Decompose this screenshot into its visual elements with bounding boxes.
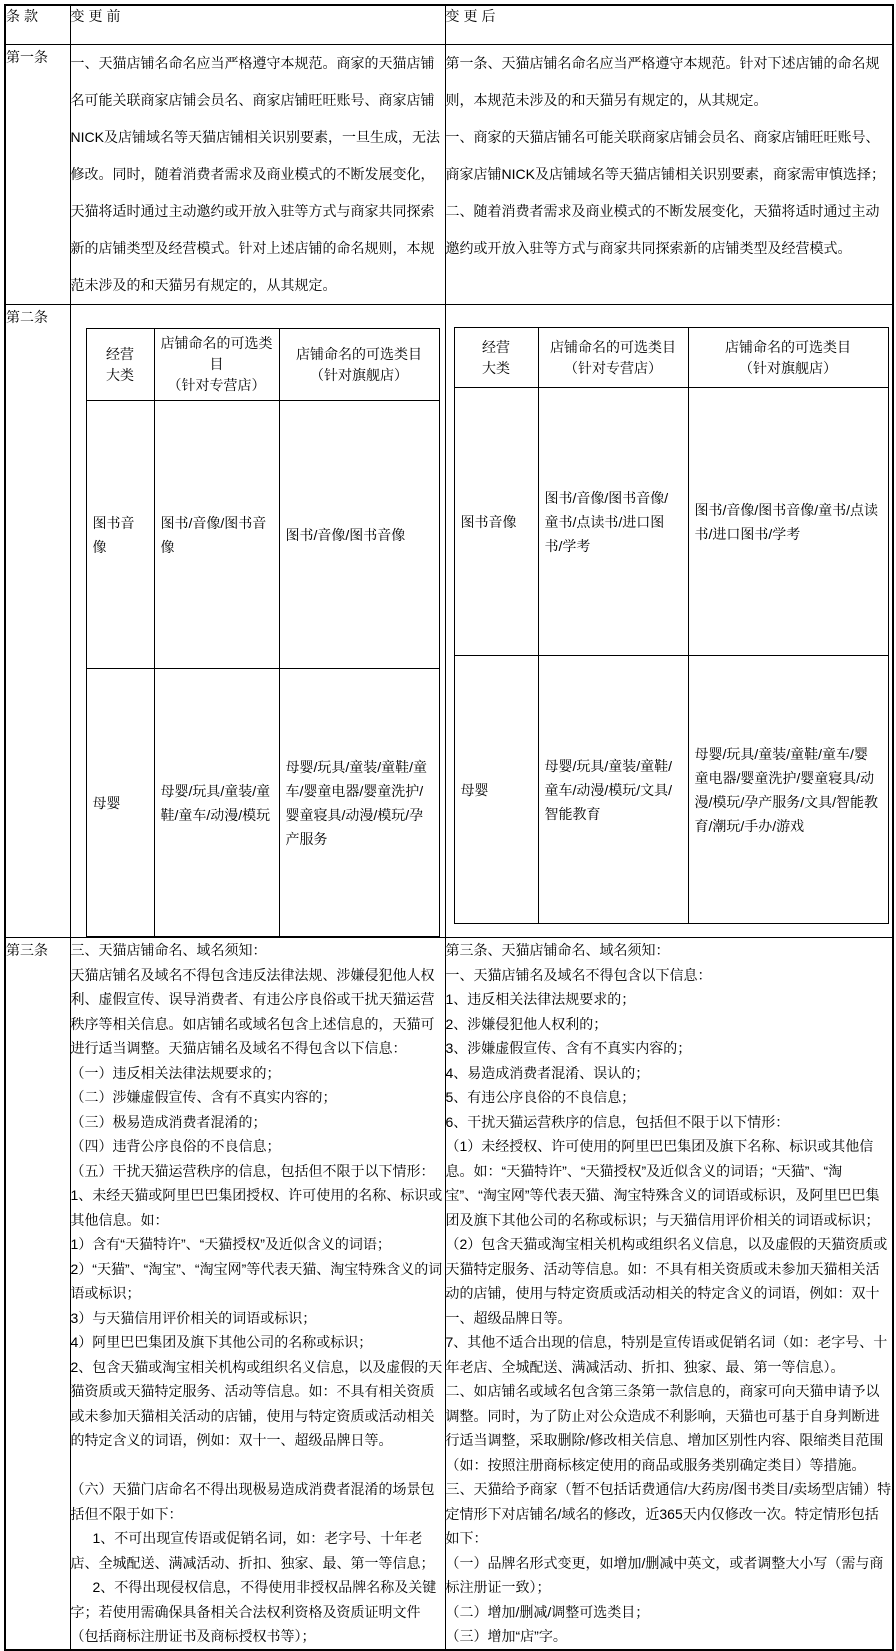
paragraph: （二）涉嫌虚假宣传、含有不真实内容的； [70,1089,337,1105]
header-line: 大类 [106,366,134,383]
category-name: 母婴 [86,669,154,937]
paragraph: 一、天猫店铺名命名应当严格遵守本规范。商家的天猫店铺名可能关联商家店铺会员名、商家店铺旺旺账号、商家店铺NICK及店铺域名等天猫店铺相关识别要素，一旦生成，无法修改。同时，随着消费者需求及商业模式的不断发展变化，天猫将适时通过主动邀约或开放入驻等方式与商家共同探索新的店铺类型及经营模式。针对上述店铺的命名规则，本规范未涉及的和天猫另有规定的，从其规定。 [70,55,440,293]
header-line: （针对专营店） [564,359,662,376]
paragraph: 三、天猫店铺命名、域名须知： [70,942,267,958]
paragraph: 天猫店铺名及域名不得包含违反法律法规、涉嫌侵犯他人权利、虚假宣传、误导消费者、有违公序良俗或干扰天猫运营秩序等相关信息。如店铺名或域名包含上述信息的，天猫可进行适当调整。天猫店铺名及域名不得包含以下信息： [70,966,435,1056]
specialty-options: 图书/音像/图书音像/童书/点读书/进口图书/学考 [538,388,688,656]
clause-label-article-3: 第三条 [5,938,70,1650]
paragraph: （一）违反相关法律法规要求的； [70,1064,281,1081]
category-row-baby [454,656,888,924]
paragraph: （2）包含天猫或淘宝相关机构或组织名义信息，以及虚假的天猫资质或天猫特定服务、活动等信息。如：不具有相关资质或未参加天猫相关活动的店铺，使用与特定资质或活动相关的特定含义的词语，例如：双十一、超级品牌日等。 [445,1236,888,1326]
header-line: 店铺命名的可选类目 [550,338,676,355]
paragraph: （五）干扰天猫运营秩序的信息，包括但不限于以下情形： [70,1162,435,1179]
category-row-baby [86,669,439,937]
paragraph: （1）未经授权、许可使用的阿里巴巴集团及旗下名称、标识或其他信息。如：“天猫特许”、“天猫授权”及近似含义的词语；“天猫”、“淘宝”、“淘宝网”等代表天猫、淘宝特殊含义的词语或标识，及阿里巴巴集团及旗下其他公司的名称或标识；与天猫信用评价相关的词语或标识； [445,1138,880,1228]
article-3-before-cell [70,938,445,1650]
category-row-books [454,388,888,656]
paragraph: （三）极易造成消费者混淆的； [70,1113,267,1130]
column-header-before: 变更前 [70,5,445,45]
paragraph: 2）“天猫”、“淘宝”、“淘宝网”等代表天猫、淘宝特殊含义的词语或标识； [70,1260,443,1301]
category-row-books [86,401,439,669]
category-header-specialty [538,328,688,388]
paragraph: 一、商家的天猫店铺名可能关联商家店铺会员名、商家店铺旺旺账号、商家店铺NICK及店铺域名等天猫店铺相关识别要素，商家需审慎选择； [445,129,885,182]
category-table-header-row [86,329,439,401]
article-3-row [5,938,893,1650]
paragraph: （六）天猫门店命名不得出现极易造成消费者混淆的场景包括但不限于如下： [70,1481,435,1522]
paragraph: 2、涉嫌侵犯他人权利的； [445,1015,608,1032]
paragraph: 3）与天猫信用评价相关的词语或标识； [70,1309,317,1326]
category-header-specialty [154,329,279,401]
flagship-options: 母婴/玩具/童装/童鞋/童车/婴童电器/婴童洗护/婴童寝具/动漫/模玩/孕产服务/文具/智能教育/潮玩/手办/游戏 [688,656,888,924]
header-row [5,5,893,45]
category-table-header-row [454,328,888,388]
category-header-flagship [279,329,439,401]
category-header-business [86,329,154,401]
article-2-before-cell [70,305,445,938]
paragraph: 1）含有“天猫特许”、“天猫授权”及近似含义的词语； [70,1236,391,1252]
article-1-row [5,45,893,305]
paragraph: 1、未经天猫或阿里巴巴集团授权、许可使用的名称、标识或其他信息。如： [70,1187,443,1228]
category-table-before [86,328,440,937]
header-line: 大类 [482,359,510,376]
header-line: 经营 [482,338,510,355]
paragraph: 第三条、天猫店铺命名、域名须知： [445,942,670,958]
article-1-after-cell [445,45,893,305]
header-line: 经营 [106,345,134,362]
header-line: 店铺命名的可选类目 [296,345,422,362]
paragraph: 一、天猫店铺名及域名不得包含以下信息： [445,966,712,983]
paragraph: 4、易造成消费者混淆、误认的； [445,1064,650,1081]
article-2-row [5,305,893,938]
flagship-options: 图书/音像/图书音像 [279,401,439,669]
paragraph: 二、随着消费者需求及商业模式的不断发展变化，天猫将适时通过主动邀约或开放入驻等方式与商家共同探索新的店铺类型及经营模式。 [445,203,880,256]
article-3-after-cell [445,938,893,1650]
change-comparison-table [4,4,894,1651]
category-name: 母婴 [454,656,538,924]
header-line: （针对旗舰店） [739,359,837,376]
column-header-after: 变更后 [445,5,893,45]
paragraph: （四）违背公序良俗的不良信息； [70,1138,281,1154]
paragraph: 二、如店铺名或域名包含第三条第一款信息的，商家可向天猫申请予以调整。同时，为了防止对公众造成不利影响，天猫也可基于自身判断进行适当调整，采取删除/修改相关信息、增加区别性内容、限缩类目范围（如：按照注册商标核定使用的商品或服务类别确定类目）等措施。 [445,1383,884,1473]
article-2-after-cell [445,305,893,938]
specialty-options: 母婴/玩具/童装/童鞋/童车/动漫/模玩 [154,669,279,937]
clause-label-article-1: 第一条 [5,45,70,305]
category-header-flagship [688,328,888,388]
paragraph: （三）增加“店”字。 [445,1628,567,1644]
paragraph: 三、天猫给予商家（暂不包括话费通信/大药房/图书类目/卖场型店铺）特定情形下对店铺名/域名的修改，近365天内仅修改一次。特定情形包括如下： [445,1481,892,1546]
flagship-options: 图书/音像/图书音像/童书/点读书/进口图书/学考 [688,388,888,656]
header-line: 店铺命名的可选类目 [160,335,273,372]
category-name: 图书音像 [454,388,538,656]
category-table-after [454,327,889,924]
specialty-options: 母婴/玩具/童装/童鞋/童车/动漫/模玩/文具/智能教育 [538,656,688,924]
paragraph: 2、不得出现侵权信息，不得使用非授权品牌名称及关键字；若使用需确保具备相关合法权利资格及资质证明文件（包括商标注册证书及商标授权书等）； [70,1579,437,1644]
paragraph: 4）阿里巴巴集团及旗下其他公司的名称或标识； [70,1334,373,1350]
paragraph: （一）品牌名形式变更，如增加/删减中英文，或者调整大小写（需与商标注册证一致）； [445,1554,884,1595]
paragraph: 3、涉嫌虚假宣传、含有不真实内容的； [445,1040,692,1056]
paragraph: 1、不可出现宣传语或促销名词，如：老字号、十年老店、全城配送、满减活动、折扣、独家、最、第一等信息； [70,1530,435,1571]
header-line: 店铺命名的可选类目 [725,338,851,355]
paragraph: 1、违反相关法律法规要求的； [445,991,636,1007]
paragraph: 5、有违公序良俗的不良信息； [445,1089,636,1105]
paragraph: 第一条、天猫店铺名命名应当严格遵守本规范。针对下述店铺的命名规则，本规范未涉及的和天猫另有规定的，从其规定。 [445,55,880,108]
clause-label-article-2: 第二条 [5,305,70,938]
paragraph: 2、包含天猫或淘宝相关机构或组织名义信息，以及虚假的天猫资质或天猫特定服务、活动等信息。如：不具有相关资质或未参加天猫相关活动的店铺，使用与特定资质或活动相关的特定含义的词语，例如：双十一、超级品牌日等。 [70,1358,443,1448]
category-name: 图书音像 [86,401,154,669]
blank-line [71,1453,445,1478]
category-header-business [454,328,538,388]
paragraph: （二）增加/删减/调整可选类目； [445,1603,650,1620]
column-header-clause: 条款 [5,5,70,45]
header-line: （针对专营店） [167,377,266,393]
paragraph: 7、其他不适合出现的信息，特别是宣传语或促销名词（如：老字号、十年老店、全城配送、满减活动、折扣、独家、最、第一等信息）。 [445,1334,888,1375]
header-line: （针对旗舰店） [310,366,408,383]
article-1-before-cell [70,45,445,305]
flagship-options: 母婴/玩具/童装/童鞋/童车/婴童电器/婴童洗护/婴童寝具/动漫/模玩/孕产服务 [279,669,439,937]
paragraph: 6、干扰天猫运营秩序的信息，包括但不限于以下情形： [445,1113,790,1130]
specialty-options: 图书/音像/图书音像 [154,401,279,669]
